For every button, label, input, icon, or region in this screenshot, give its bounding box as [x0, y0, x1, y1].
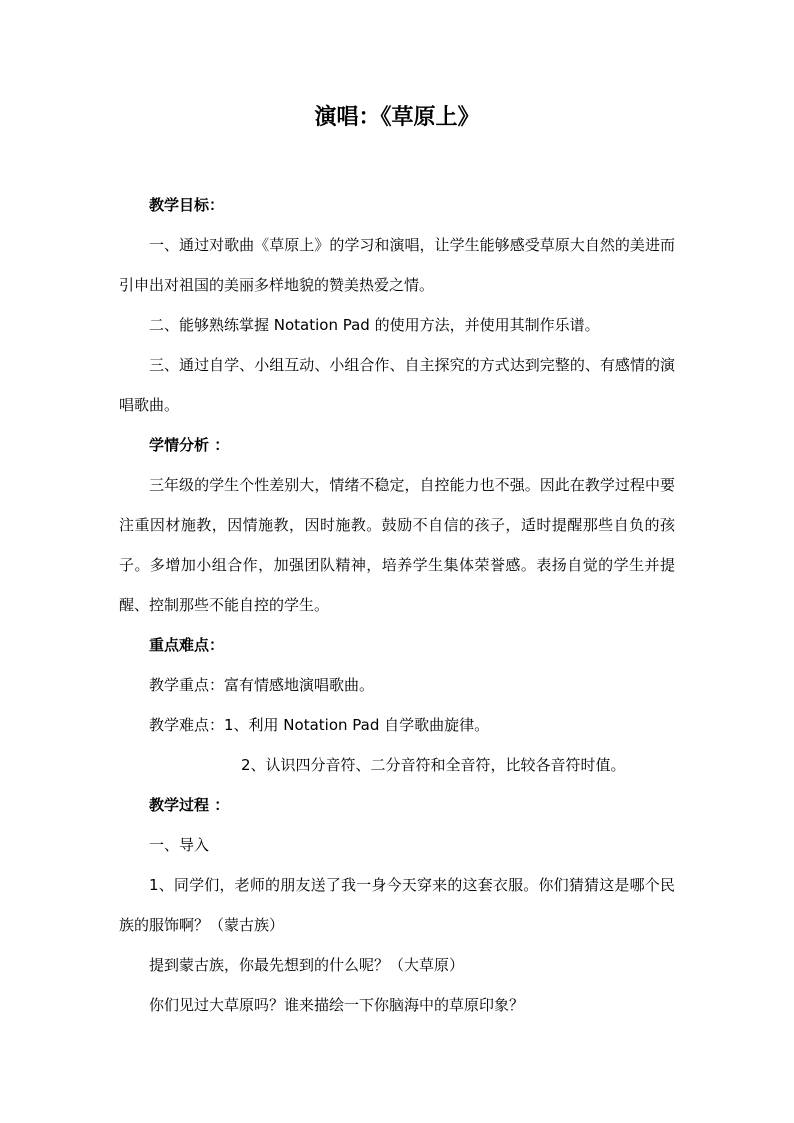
process-paragraph: 1、同学们，老师的朋友送了我一身今天穿来的这套衣服。你们猜猜这是哪个民族的服饰啊？（蒙古族）	[119, 876, 675, 934]
analysis-heading: 学情分析 ：	[149, 436, 230, 454]
objective-item: 二、能够熟练掌握 Notation Pad 的使用方法，并使用其制作乐谱。	[149, 316, 600, 334]
process-heading: 教学过程 ：	[149, 796, 230, 814]
analysis-paragraph: 三年级的学生个性差别大，情绪不稳定，自控能力也不强。因此在教学过程中要注重因材施教，因情施教，因时施教。鼓励不自信的孩子，适时提醒那些自负的孩子。多增加小组合作，加强团队精神，培养学生集体荣誉感。表扬自觉的学生并提醒、控制那些不能自控的学生。	[119, 476, 675, 614]
teaching-focus: 教学重点：富有情感地演唱歌曲。	[149, 676, 375, 694]
process-section-title: 一、导入	[149, 836, 210, 854]
key-points-heading: 重点难点：	[149, 636, 225, 654]
objective-item: 三、通过自学、小组互动、小组合作、自主探究的方式达到完整的、有感情的演唱歌曲。	[119, 356, 675, 414]
objective-item: 一、通过对歌曲《草原上》的学习和演唱，让学生能够感受草原大自然的美进而引申出对祖国的美丽多样地貌的赞美热爱之情。	[119, 236, 675, 294]
document-title: 演唱：《草原上》	[314, 105, 480, 130]
process-paragraph: 提到蒙古族，你最先想到的什么呢？（大草原）	[149, 956, 465, 974]
teaching-difficulty-1: 教学难点：1、利用 Notation Pad 自学歌曲旋律。	[149, 716, 490, 734]
objectives-heading: 教学目标：	[149, 196, 225, 214]
document-body	[119, 185, 675, 1025]
process-paragraph: 你们见过大草原吗？谁来描绘一下你脑海中的草原印象？	[149, 996, 525, 1014]
teaching-difficulty-2: 2、认识四分音符、二分音符和全音符，比较各音符时值。	[241, 756, 626, 774]
